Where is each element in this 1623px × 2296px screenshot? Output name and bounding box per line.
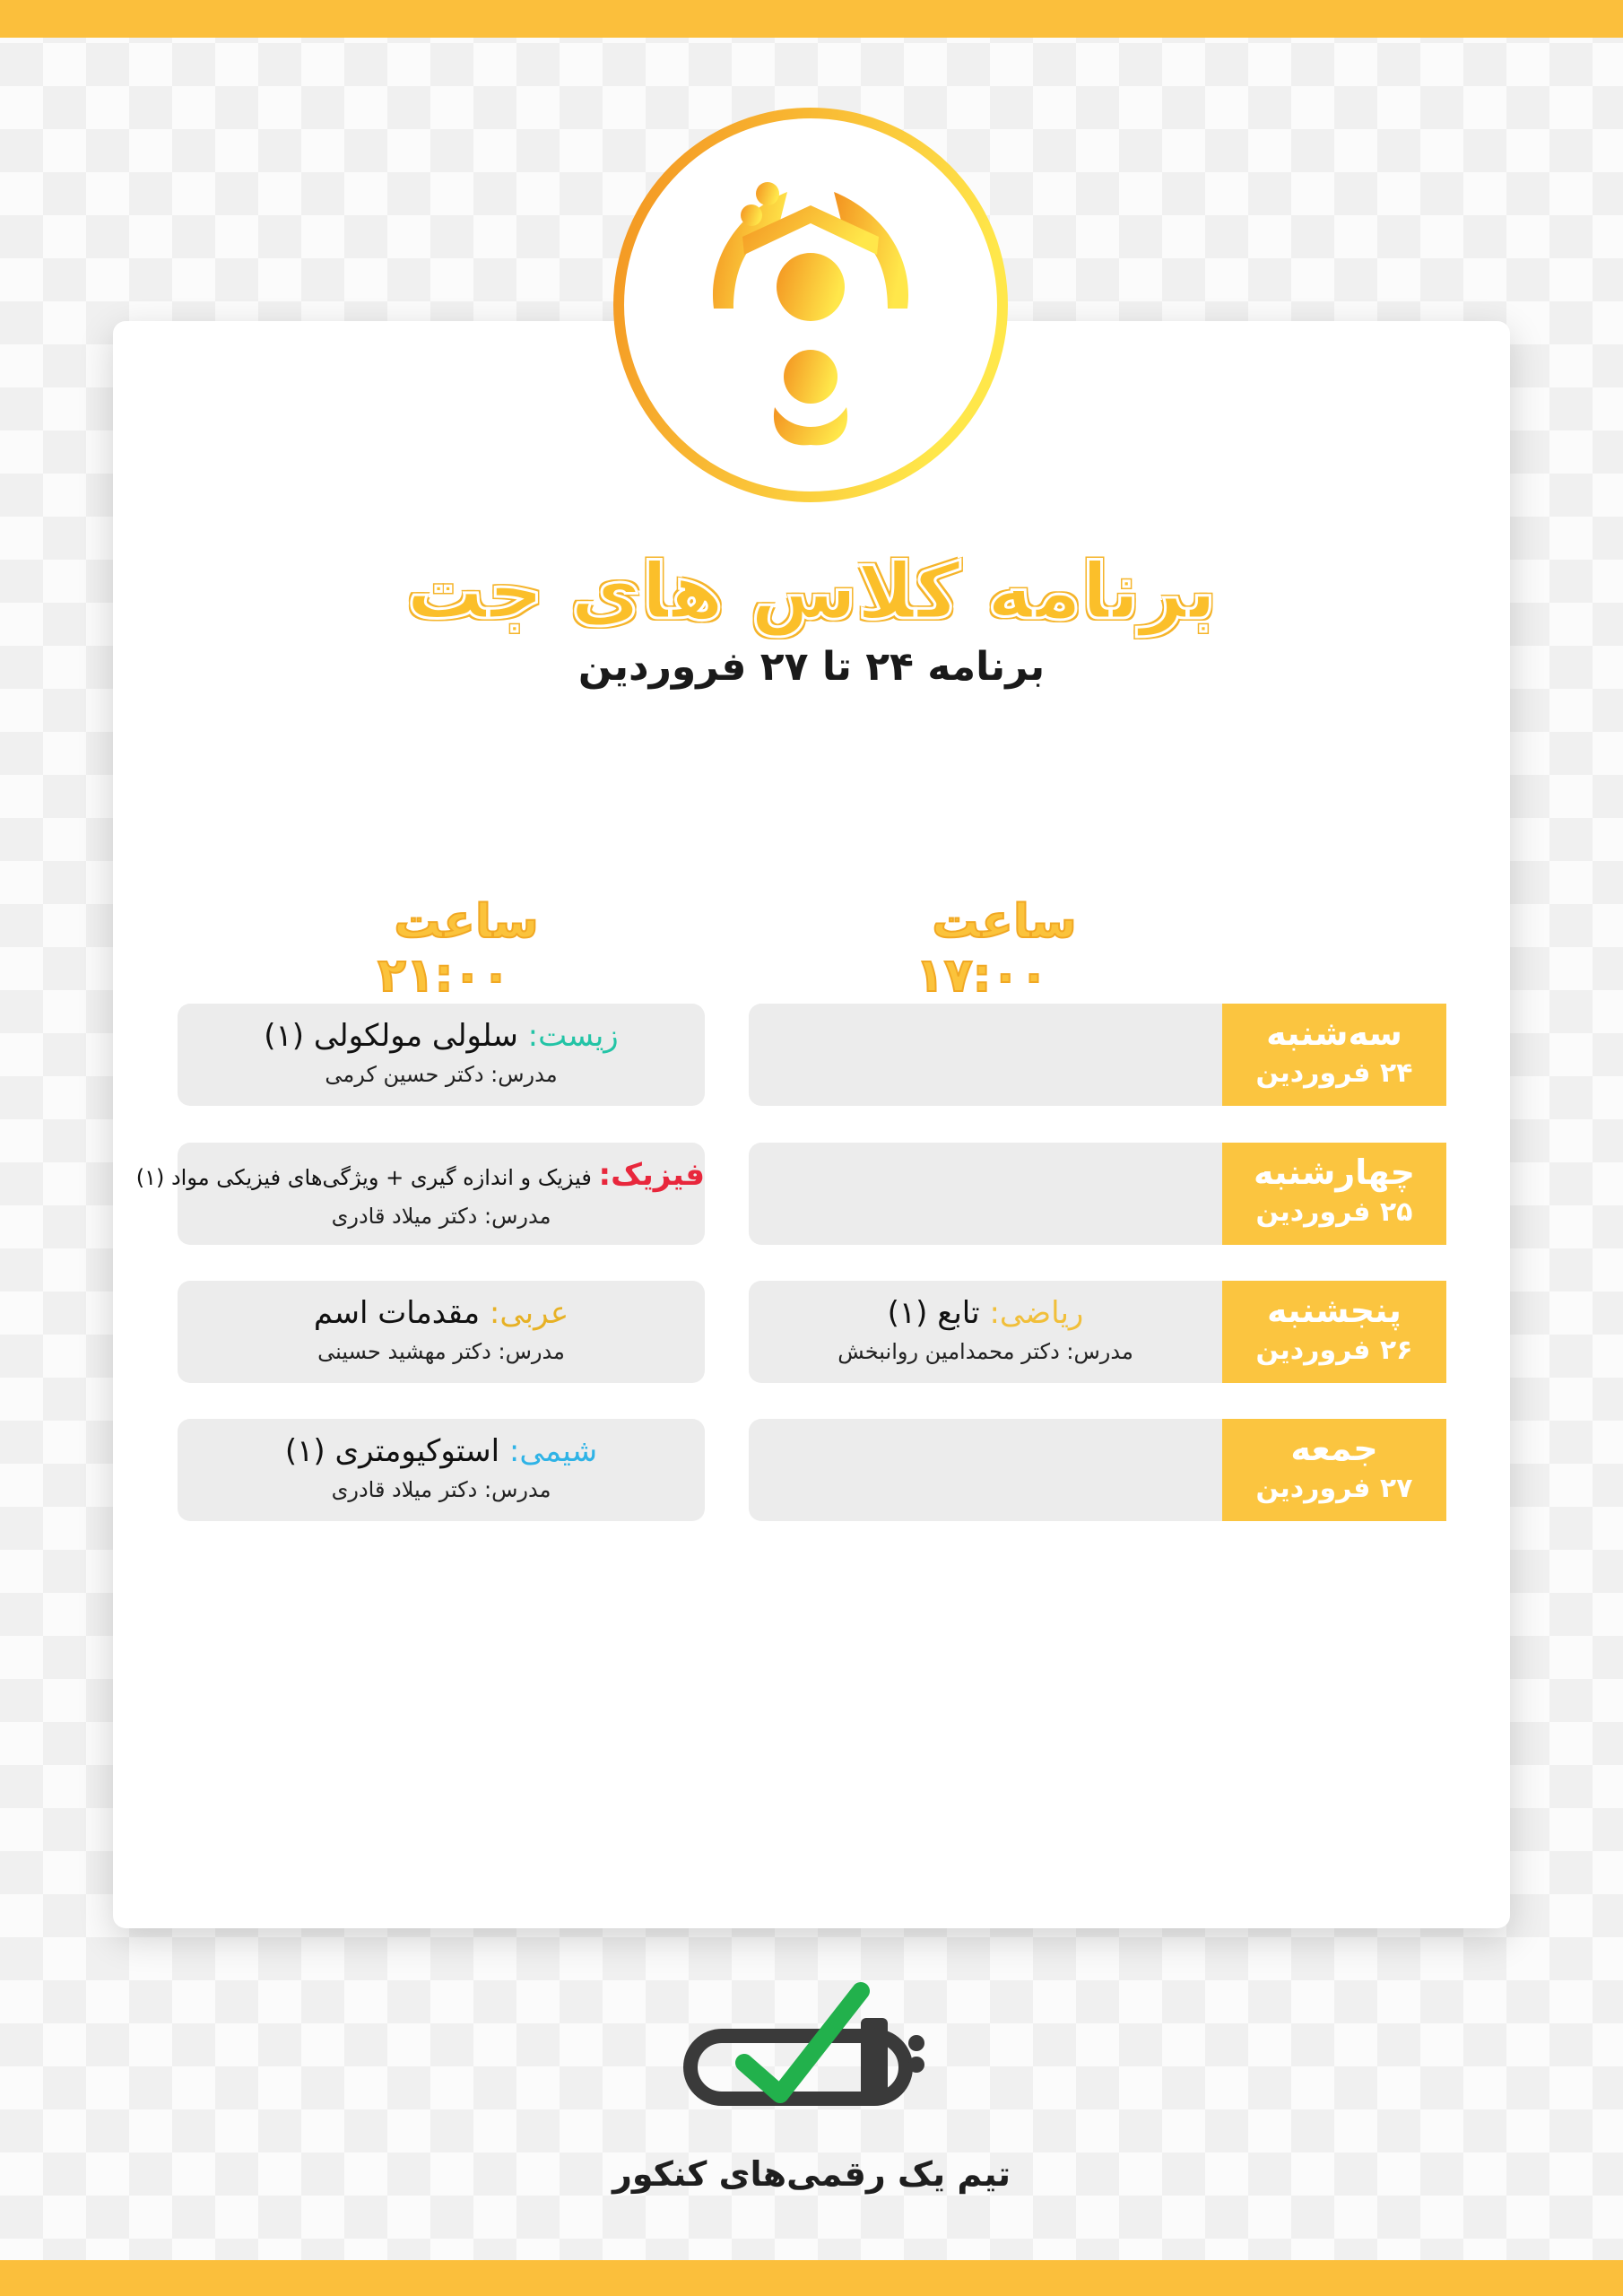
page-subtitle: برنامه ۲۴ تا ۲۷ فروردین: [577, 644, 1046, 690]
day-date: ۲۷ فروردین: [1255, 1473, 1413, 1504]
class-slot-21-wednesday: [135, 1143, 705, 1245]
day-row-thursday: [749, 1281, 1446, 1383]
day-label: [1222, 1143, 1446, 1245]
day-name: چهارشنبه: [1253, 1152, 1416, 1192]
day-label: [1222, 1281, 1446, 1383]
class-teacher: مدرس: دکتر میلاد قادری: [331, 1204, 551, 1229]
class-teacher: مدرس: دکتر حسین کرمی: [325, 1062, 558, 1087]
day-date: ۲۵ فروردین: [1255, 1196, 1413, 1228]
day-row-tuesday: [749, 1004, 1446, 1106]
class-teacher: مدرس: دکتر مهشید حسینی: [317, 1339, 565, 1364]
class-slot-21-friday: [178, 1419, 705, 1521]
class-topic: فیزیک و اندازه گیری + ویژگی‌های فیزیکی مواد (۱): [135, 1165, 592, 1190]
day-name: سه‌شنبه: [1266, 1013, 1402, 1053]
class-topic: سلولی مولکولی (۱): [264, 1018, 518, 1054]
day-date: ۲۶ فروردین: [1255, 1335, 1413, 1366]
subject-label: فیزیک:: [598, 1157, 705, 1193]
class-teacher: مدرس: دکتر محمدامین روانبخش: [838, 1339, 1133, 1364]
day-label: [1222, 1004, 1446, 1106]
subject-label: ریاضی:: [989, 1295, 1084, 1331]
day-name: پنجشنبه: [1267, 1291, 1402, 1330]
class-topic: استوکیومتری (۱): [284, 1433, 500, 1469]
day-name: جمعه: [1290, 1429, 1378, 1468]
subject-label: عربی:: [489, 1295, 569, 1331]
time-value: ۱۷:۰۰: [916, 949, 1048, 1003]
day-date: ۲۴ فروردین: [1255, 1057, 1413, 1089]
footer-tagline: تیم یک رقمی‌های کنکور: [612, 2154, 1011, 2194]
column-header-17: [825, 895, 1139, 1003]
day-row-wednesday: [749, 1143, 1446, 1245]
top-accent-bar: [0, 0, 1623, 38]
tik-checkmark-icon: [681, 1964, 942, 2117]
time-label: ساعت: [932, 895, 1077, 949]
class-topic: مقدمات اسم: [313, 1295, 481, 1331]
day-label: [1222, 1419, 1446, 1521]
time-value: ۲۱:۰۰: [378, 949, 510, 1003]
class-slot-21-tuesday: [178, 1004, 705, 1106]
time-label: ساعت: [394, 895, 539, 949]
class-slot-21-thursday: [178, 1281, 705, 1383]
column-header-21: [287, 895, 601, 1003]
day-row-friday: [749, 1419, 1446, 1521]
bottom-accent-bar: [0, 2260, 1623, 2296]
jet-logo-icon: [608, 102, 1013, 508]
class-teacher: مدرس: دکتر میلاد قادری: [331, 1477, 551, 1502]
page-title: برنامه کلاس های جت: [406, 547, 1217, 637]
subject-label: شیمی:: [508, 1433, 598, 1469]
class-topic: تابع (۱): [887, 1295, 980, 1331]
subject-label: زیست:: [527, 1018, 619, 1054]
